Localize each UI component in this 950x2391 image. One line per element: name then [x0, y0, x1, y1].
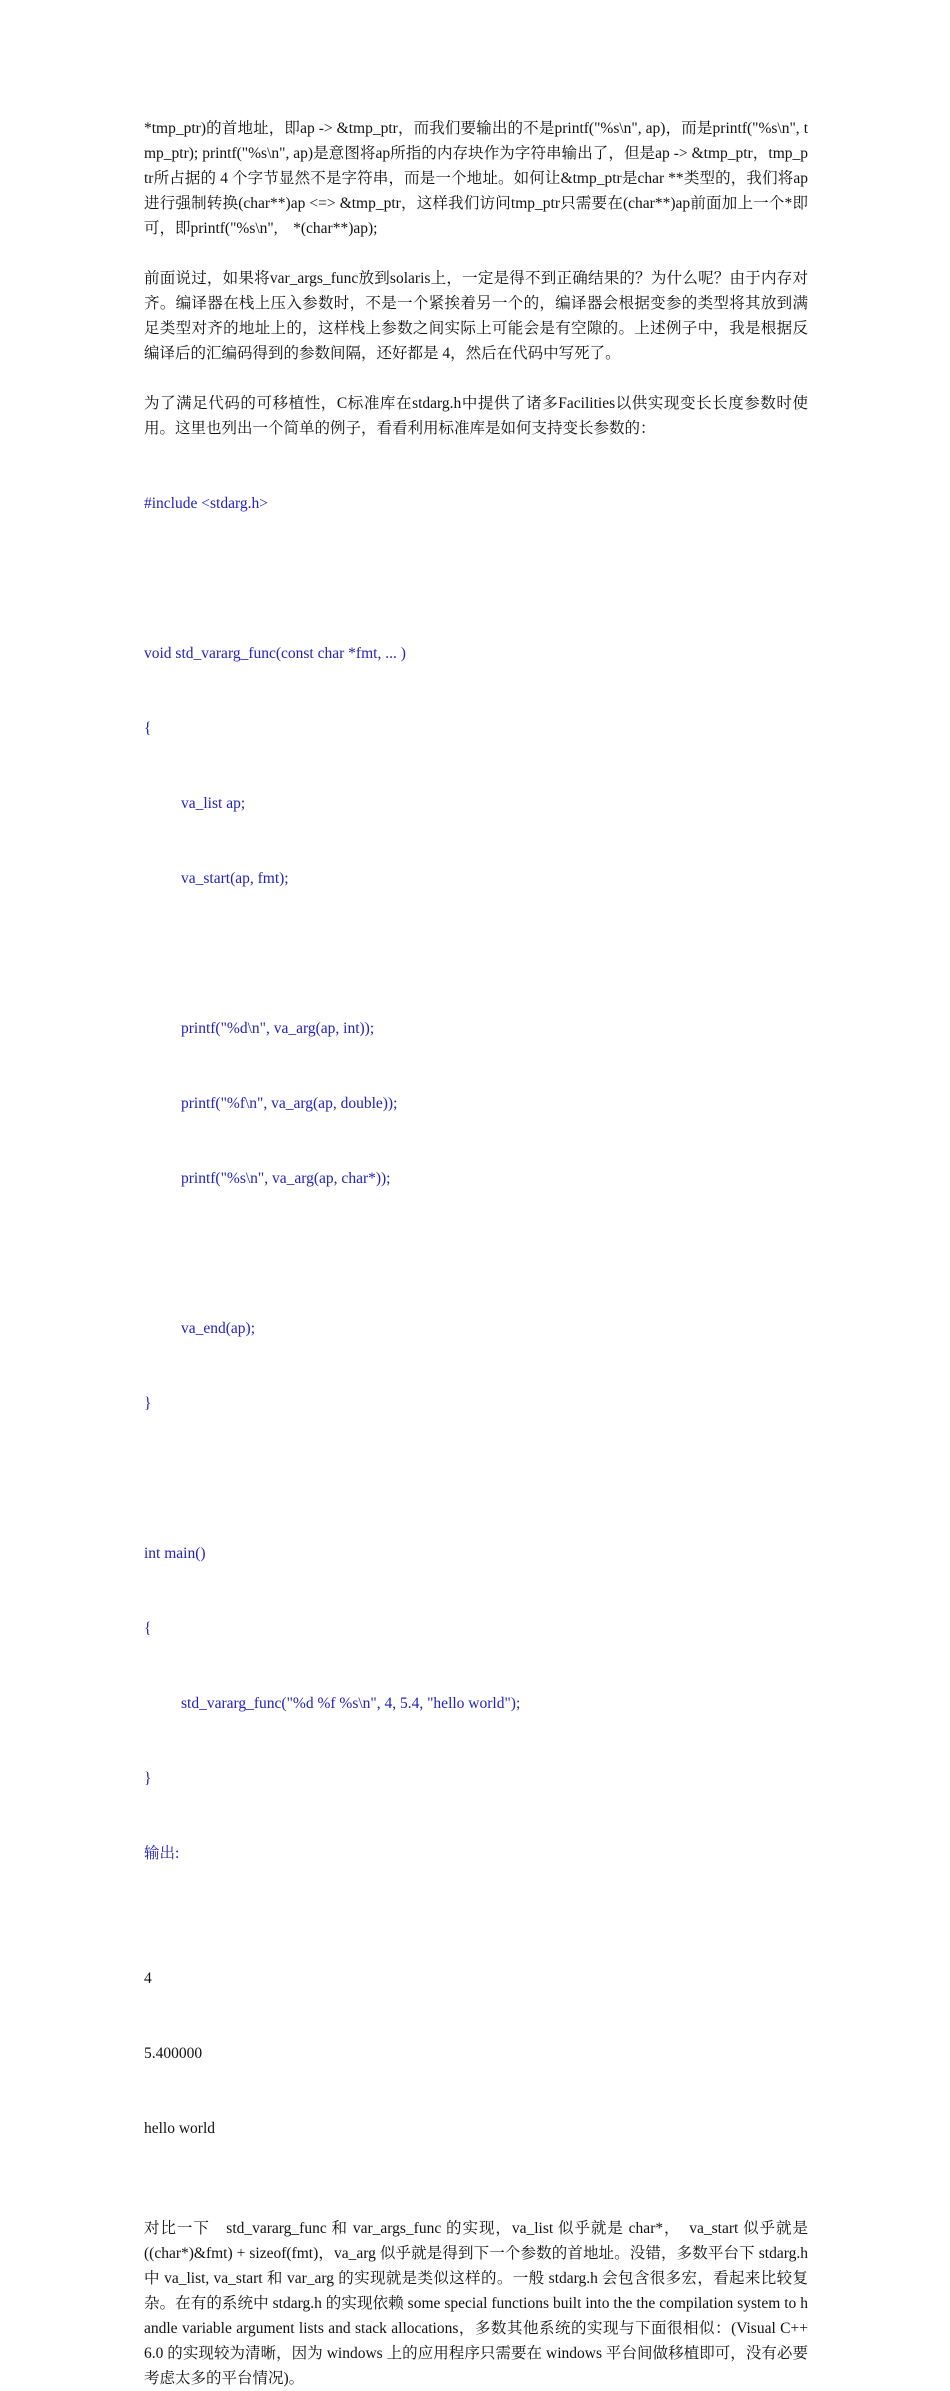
code-open-brace: { [144, 1620, 152, 1637]
code-function-call: std_vararg_func("%d %f %s\n", 4, 5.4, "hello world"); [181, 1695, 521, 1712]
paragraph-tmp-ptr-explanation: *tmp_ptr)的首地址，即ap -> &tmp_ptr，而我们要输出的不是printf("%s\n", ap)，而是printf("%s\n", tmp_ptr); printf("%s\n", ap)是意图将ap所指的内存块作为字符串输出了，但是ap -> &tmp_ptr，tmp_ptr所占据的 4 个字节显然不是字符串，而是一个地址。如何让&tmp_ptr是char **类型的，我们将ap进行强制转换(char**)ap <=> &tmp_ptr，这样我们访问tmp_ptr只需要在(char**)ap前面加上一个*即可，即printf("%s\n", *(char**)ap); [144, 120, 808, 237]
output-line-int: 4 [144, 1970, 152, 1987]
code-blank-line [144, 1241, 808, 1266]
program-output [144, 1916, 808, 2191]
code-blank-line [144, 566, 808, 591]
document-page [144, 116, 824, 2391]
code-close-brace: } [144, 1395, 152, 1412]
code-open-brace: { [144, 720, 152, 737]
code-printf-int: printf("%d\n", va_arg(ap, int)); [181, 1020, 375, 1037]
code-blank-line [144, 941, 808, 966]
code-output-label: 输出: [144, 1845, 180, 1862]
paragraph-gap [144, 366, 808, 391]
code-printf-string: printf("%s\n", va_arg(ap, char*)); [181, 1170, 391, 1187]
code-include-line: #include <stdarg.h> [144, 495, 268, 512]
code-close-brace: } [144, 1770, 152, 1787]
code-va-end: va_end(ap); [181, 1320, 256, 1337]
paragraph-gap [144, 2191, 808, 2216]
code-main-signature: int main() [144, 1545, 206, 1562]
code-block [144, 441, 808, 1916]
code-printf-double: printf("%f\n", va_arg(ap, double)); [181, 1095, 398, 1112]
code-function-signature: void std_vararg_func(const char *fmt, ... ) [144, 645, 406, 662]
paragraph-memory-alignment: 前面说过，如果将var_args_func放到solaris上，一定是得不到正确结果的？为什么呢？由于内存对齐。编译器在栈上压入参数时，不是一个紧挨着另一个的，编译器会根据变参的类型将其放到满足类型对齐的地址上的，这样栈上参数之间实际上可能会是有空隙的。上述例子中，我是根据反编译后的汇编码得到的参数间隔，还好都是 4，然后在代码中写死了。 [144, 270, 808, 362]
paragraph-comparison: 对比一下 std_vararg_func 和 var_args_func 的实现，va_list 似乎就是 char*， va_start 似乎就是 ((char*)&fmt) + sizeof(fmt)，va_arg 似乎就是得到下一个参数的首地址。没错，多数平台下 stdarg.h 中 va_list, va_start 和 var_arg 的实现就是类似这样的。一般 stdarg.h 会包含很多宏，看起来比较复杂。在有的系统中 stdarg.h 的实现依赖 some special functions built into the the compilation system to handle variable argument lists and stack allocations，多数其他系统的实现与下面很相似：(Visual C++ 6.0 的实现较为清晰，因为 windows 上的应用程序只需要在 windows 平台间做移植即可，没有必要考虑太多的平台情况)。 [144, 2220, 824, 2387]
code-va-start: va_start(ap, fmt); [181, 870, 289, 887]
code-blank-line [144, 1466, 808, 1491]
output-line-string: hello world [144, 2120, 216, 2137]
paragraph-stdarg-intro: 为了满足代码的可移植性，C标准库在stdarg.h中提供了诸多Facilities以供实现变长长度参数时使用。这里也列出一个简单的例子，看看利用标准库是如何支持变长参数的： [144, 395, 808, 437]
output-line-double: 5.400000 [144, 2045, 203, 2062]
code-va-list-decl: va_list ap; [181, 795, 246, 812]
paragraph-gap [144, 241, 808, 266]
